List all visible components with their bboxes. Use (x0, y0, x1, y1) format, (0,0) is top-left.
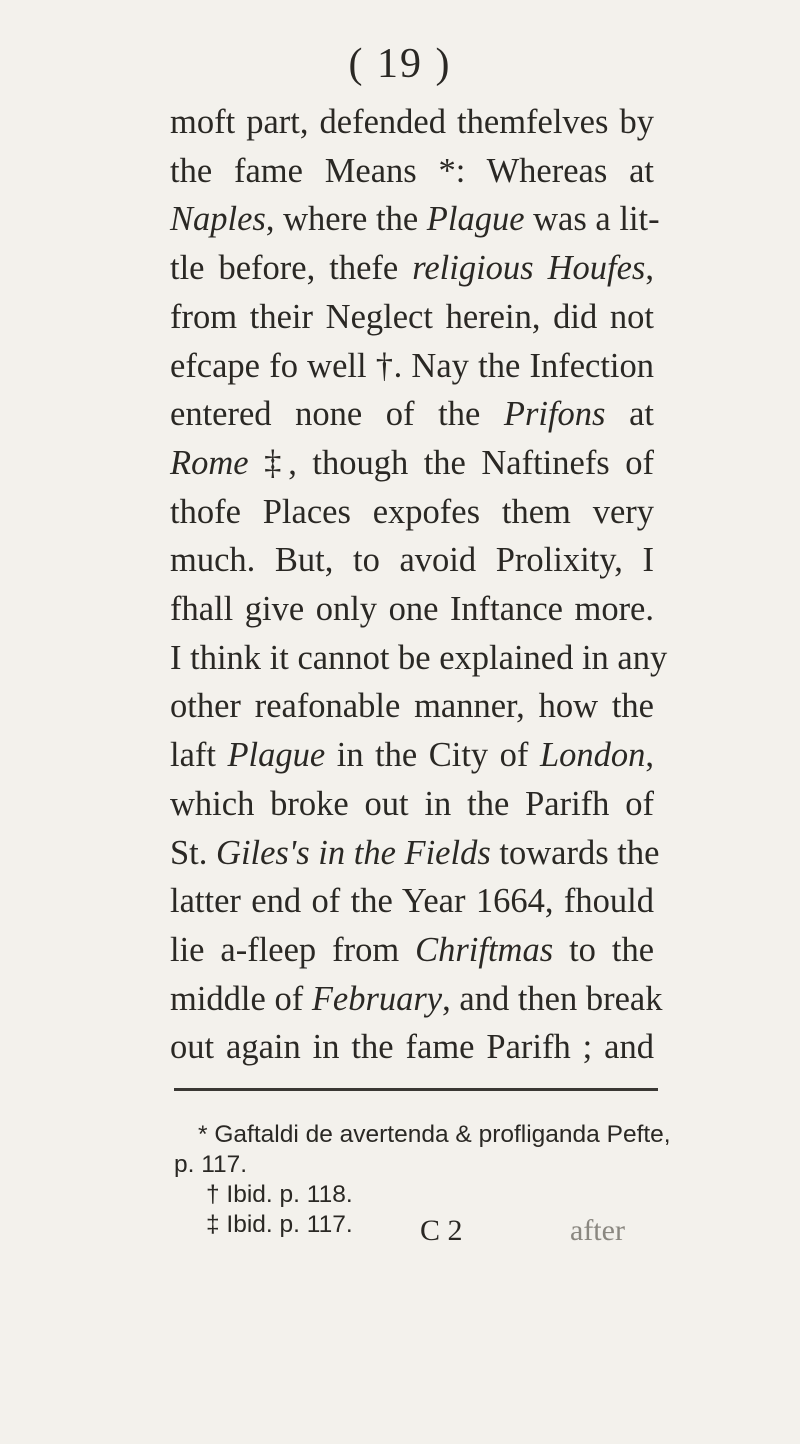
text-line: thofe Places expofes them very (170, 492, 654, 531)
signature-mark: C 2 (420, 1214, 463, 1247)
footnote-rule (174, 1088, 658, 1091)
text-line: out again in the fame Parifh ; and (170, 1028, 654, 1067)
text-line: moft part, defended themfelves by (170, 103, 654, 141)
text-line: laft Plague in the City of London, (170, 736, 654, 775)
footnote-1: * Gaftaldi de avertenda & profliganda Pefte, (198, 1121, 671, 1148)
text-line: efcape fo well †. Nay the Infection (170, 346, 654, 385)
text-line: which broke out in the Parifh of (170, 784, 654, 823)
text-line: the fame Means *: Whereas at (170, 151, 654, 190)
text-line: middle of February, and then break (170, 979, 663, 1018)
text-line: latter end of the Year 1664, fhould (170, 882, 654, 921)
footnote-1-continuation: p. 117. (174, 1151, 248, 1178)
body-text (170, 98, 668, 1072)
text-line: lie a-fleep from Chriftmas to the (170, 930, 655, 969)
text-line: Rome ‡, though the Naftinefs of (170, 443, 654, 482)
catchword: after (570, 1214, 625, 1247)
text-line: Naples, where the Plague was a lit- (170, 200, 660, 239)
footnote-2: † Ibid. p. 118. (206, 1181, 353, 1208)
text-line: I think it cannot be explained in any (170, 638, 668, 677)
text-line: much. But, to avoid Prolixity, I (170, 541, 654, 580)
footnote-3: ‡ Ibid. p. 117. (206, 1211, 353, 1238)
text-line: St. Giles's in the Fields towards the (170, 833, 660, 872)
text-line: fhall give only one Inftance more. (170, 590, 654, 629)
text-line: tle before, thefe religious Houfes, (170, 249, 654, 288)
text-line: entered none of the Prifons at (170, 395, 654, 434)
page-number: ( 19 ) (348, 41, 452, 87)
text-line: from their Neglect herein, did not (170, 297, 654, 336)
text-line: other reafonable manner, how the (170, 687, 654, 726)
